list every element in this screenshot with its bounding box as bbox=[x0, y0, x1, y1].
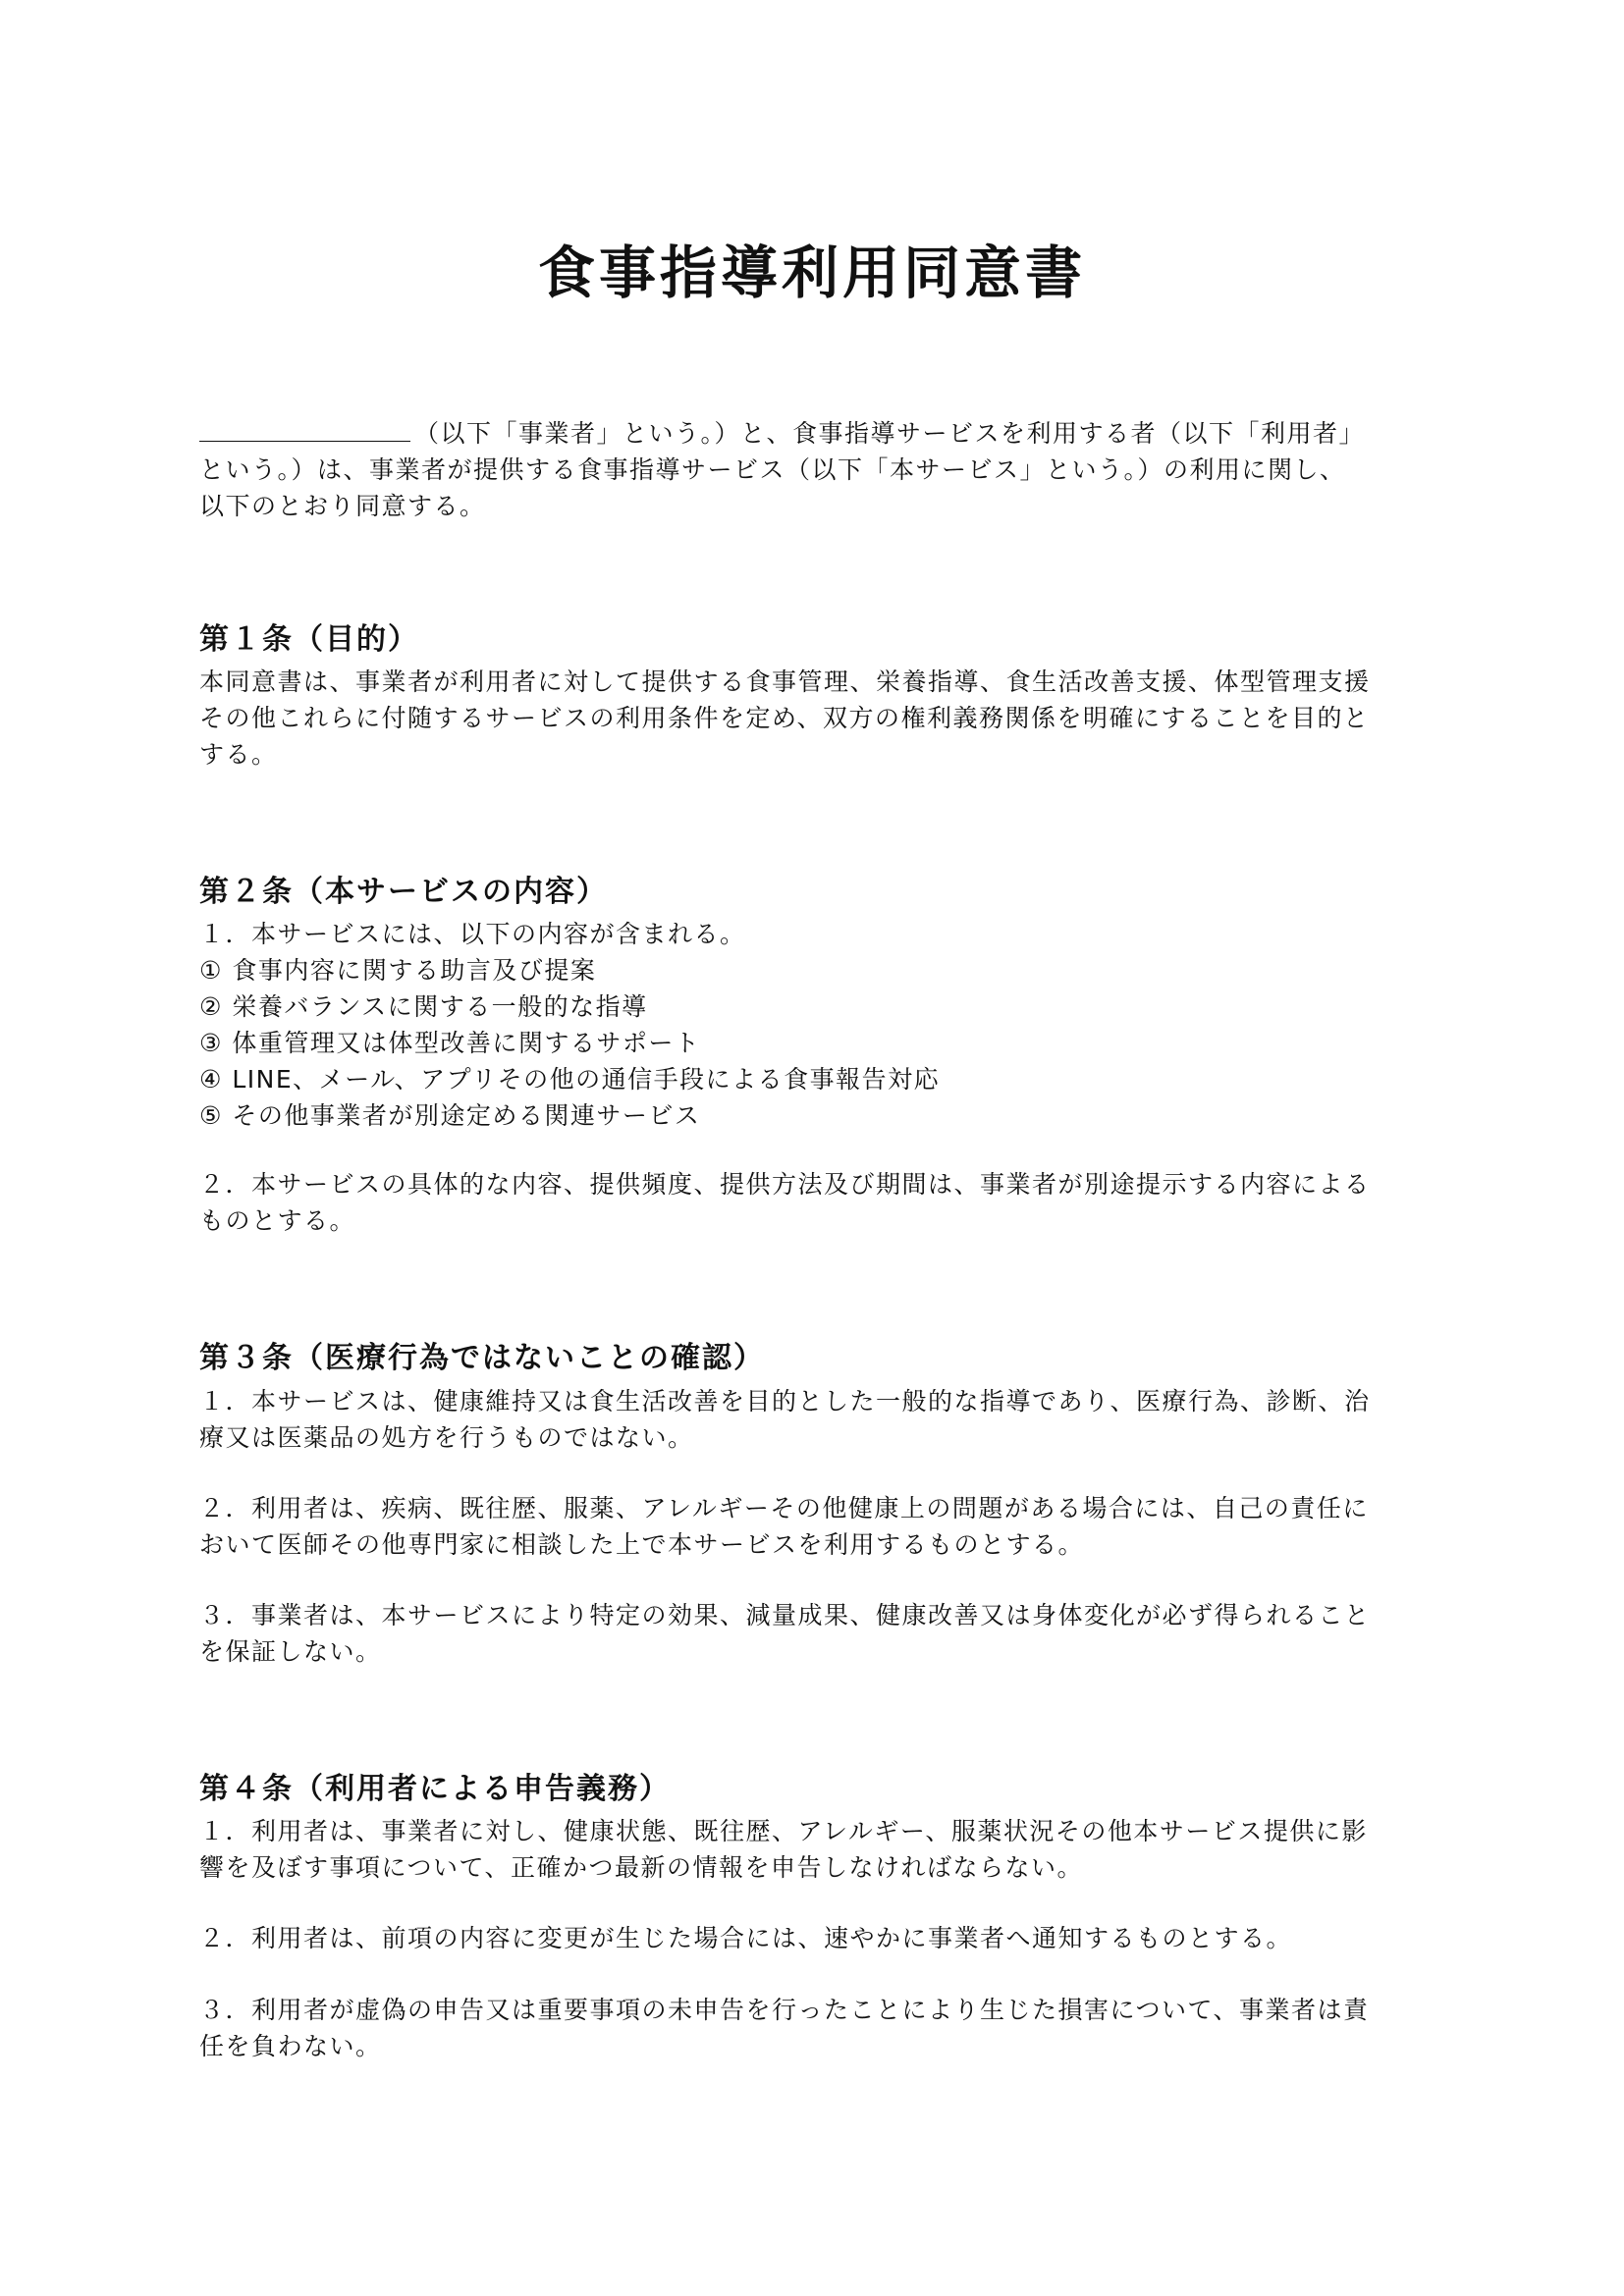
article-heading: 第４条（利用者による申告義務） bbox=[199, 1772, 671, 1806]
intro-paragraph bbox=[199, 415, 1431, 524]
list-item: ⑤ その他事業者が別途定める関連サービス bbox=[199, 1101, 701, 1130]
party-name-blank[interactable] bbox=[199, 440, 410, 442]
list-item: ① 食事内容に関する助言及び提案 bbox=[199, 956, 597, 985]
list-item: ② 栄養バランスに関する一般的な指導 bbox=[199, 992, 648, 1021]
article-clause: １．利用者は、事業者に対し、健康状態、既往歴、アレルギー、服薬状況その他本サービス提供に影 響を及ぼす事項について、正確かつ最新の情報を申告しなければならない。 bbox=[199, 1817, 1368, 1882]
article-clause: ３．利用者が虚偽の申告又は重要事項の未申告を行ったことにより生じた損害について、事業者は責 任を負わない。 bbox=[199, 1996, 1370, 2060]
article-body: 本同意書は、事業者が利用者に対して提供する食事管理、栄養指導、食生活改善支援、体型管理支援 その他これらに付随するサービスの利用条件を定め、双方の権利義務関係を明確にすることを目的と する。 bbox=[199, 667, 1371, 769]
list-item: ④ LINE、メール、アプリその他の通信手段による食事報告対応 bbox=[199, 1065, 941, 1094]
list-item: ③ 体重管理又は体型改善に関するサポート bbox=[199, 1029, 701, 1057]
article-clause: ２．利用者は、疾病、既往歴、服薬、アレルギーその他健康上の問題がある場合には、自己の責任に おいて医師その他専門家に相談した上で本サービスを利用するものとする。 bbox=[199, 1494, 1369, 1559]
article-clause: ２．利用者は、前項の内容に変更が生じた場合には、速やかに事業者へ通知するものとする。 bbox=[199, 1924, 1293, 1952]
article-heading: 第３条（医療行為ではないことの確認） bbox=[199, 1341, 765, 1375]
document-title: 食事指導利用同意書 bbox=[537, 240, 1086, 306]
article-clause: ３．事業者は、本サービスにより特定の効果、減量成果、健康改善又は身体変化が必ず得られること を保証しない。 bbox=[199, 1601, 1371, 1666]
service-item-list bbox=[199, 952, 1431, 1134]
article-heading: 第２条（本サービスの内容） bbox=[199, 875, 608, 909]
article-clause: ２．本サービスの具体的な内容、提供頻度、提供方法及び期間は、事業者が別途提示する内容による ものとする。 bbox=[199, 1170, 1371, 1235]
intro-text: （以下「事業者」という。）と、食事指導サービスを利用する者（以下「利用者」 という。）は、事業者が提供する食事指導サービス（以下「本サービス」という。）の利用に関し、 以下のとおり同意する。 bbox=[199, 419, 1366, 520]
article-heading: 第１条（目的） bbox=[199, 622, 419, 657]
article-clause: １．本サービスは、健康維持又は食生活改善を目的とした一般的な指導であり、医療行為、診断、治 療又は医薬品の処方を行うものではない。 bbox=[199, 1387, 1371, 1452]
article-clause: １．本サービスには、以下の内容が含まれる。 bbox=[199, 920, 746, 948]
